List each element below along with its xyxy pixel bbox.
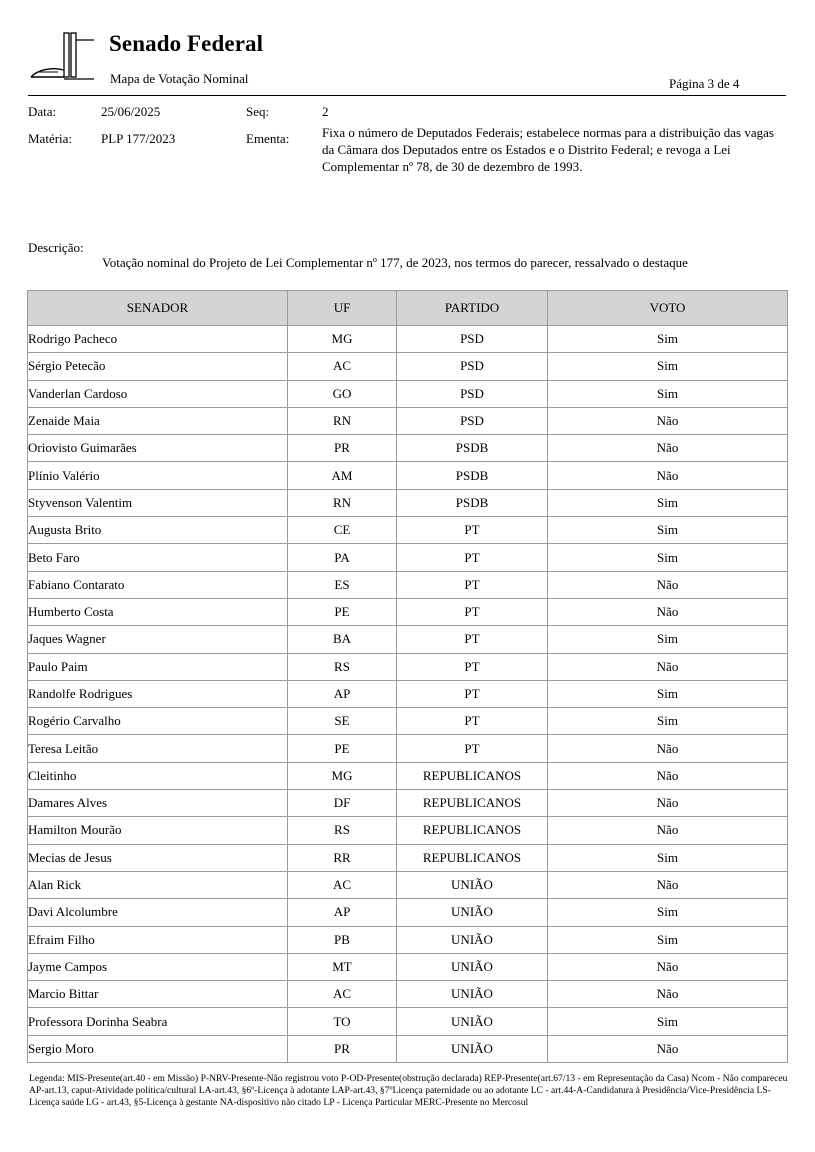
senator-name-cell: Jayme Campos xyxy=(28,953,288,980)
vote-cell: Sim xyxy=(548,926,788,953)
senator-name-cell: Rogério Carvalho xyxy=(28,708,288,735)
vote-cell: Sim xyxy=(548,353,788,380)
vote-cell: Não xyxy=(548,598,788,625)
party-cell: PSD xyxy=(397,380,548,407)
party-cell: PSDB xyxy=(397,435,548,462)
table-row xyxy=(28,626,788,653)
vote-cell: Sim xyxy=(548,380,788,407)
vote-cell: Sim xyxy=(548,489,788,516)
uf-cell: AC xyxy=(288,981,397,1008)
party-cell: UNIÃO xyxy=(397,926,548,953)
seq-label: Seq: xyxy=(246,104,270,119)
uf-cell: AC xyxy=(288,871,397,898)
vote-cell: Não xyxy=(548,871,788,898)
vote-cell: Não xyxy=(548,790,788,817)
table-row xyxy=(28,817,788,844)
data-label: Data: xyxy=(28,104,57,119)
vote-cell: Não xyxy=(548,571,788,598)
ementa-label: Ementa: xyxy=(246,131,290,146)
materia-value: PLP 177/2023 xyxy=(101,131,176,146)
uf-cell: AM xyxy=(288,462,397,489)
descricao-label: Descrição: xyxy=(28,240,84,255)
party-cell: REPUBLICANOS xyxy=(397,762,548,789)
vote-cell: Sim xyxy=(548,708,788,735)
vote-cell: Não xyxy=(548,1035,788,1062)
party-cell: PSD xyxy=(397,353,548,380)
party-cell: PT xyxy=(397,626,548,653)
uf-cell: MT xyxy=(288,953,397,980)
table-row xyxy=(28,926,788,953)
uf-cell: SE xyxy=(288,708,397,735)
vote-cell: Sim xyxy=(548,326,788,353)
uf-cell: TO xyxy=(288,1008,397,1035)
table-row xyxy=(28,953,788,980)
votes-table-body xyxy=(28,326,788,1063)
party-cell: UNIÃO xyxy=(397,1035,548,1062)
table-row xyxy=(28,653,788,680)
votes-table xyxy=(27,290,788,1063)
table-row xyxy=(28,380,788,407)
vote-cell: Não xyxy=(548,817,788,844)
senator-name-cell: Styvenson Valentim xyxy=(28,489,288,516)
table-row xyxy=(28,489,788,516)
uf-cell: RS xyxy=(288,817,397,844)
table-row xyxy=(28,981,788,1008)
table-row xyxy=(28,899,788,926)
vote-cell: Sim xyxy=(548,626,788,653)
senator-name-cell: Alan Rick xyxy=(28,871,288,898)
party-cell: PSD xyxy=(397,326,548,353)
senado-logo-icon xyxy=(28,30,98,82)
column-header-uf: UF xyxy=(288,291,397,326)
vote-cell: Sim xyxy=(548,844,788,871)
senator-name-cell: Rodrigo Pacheco xyxy=(28,326,288,353)
party-cell: UNIÃO xyxy=(397,1008,548,1035)
senator-name-cell: Augusta Brito xyxy=(28,517,288,544)
vote-cell: Não xyxy=(548,462,788,489)
organization-title: Senado Federal xyxy=(109,31,264,56)
party-cell: PT xyxy=(397,571,548,598)
column-header-senador: SENADOR xyxy=(28,291,288,326)
seq-value: 2 xyxy=(322,104,329,119)
table-row xyxy=(28,435,788,462)
senator-name-cell: Sergio Moro xyxy=(28,1035,288,1062)
party-cell: PSDB xyxy=(397,462,548,489)
senator-name-cell: Plínio Valério xyxy=(28,462,288,489)
vote-cell: Não xyxy=(548,735,788,762)
uf-cell: AP xyxy=(288,680,397,707)
senator-name-cell: Cleitinho xyxy=(28,762,288,789)
descricao-value: Votação nominal do Projeto de Lei Complementar nº 177, de 2023, nos termos do parecer, ressalvado o destaque xyxy=(102,255,688,270)
party-cell: PT xyxy=(397,544,548,571)
party-cell: UNIÃO xyxy=(397,871,548,898)
senator-name-cell: Teresa Leitão xyxy=(28,735,288,762)
uf-cell: PA xyxy=(288,544,397,571)
vote-cell: Não xyxy=(548,762,788,789)
party-cell: REPUBLICANOS xyxy=(397,790,548,817)
senator-name-cell: Humberto Costa xyxy=(28,598,288,625)
senator-name-cell: Davi Alcolumbre xyxy=(28,899,288,926)
ementa-value: Fixa o número de Deputados Federais; estabelece normas para a distribuição das vagas da Câmara dos Deputados entre os Estados e o Distrito Federal; e revoga a Lei Complementar nº 78, de 30 de dezembro de 1993. xyxy=(322,125,774,174)
senator-name-cell: Efraim Filho xyxy=(28,926,288,953)
uf-cell: PE xyxy=(288,735,397,762)
uf-cell: RS xyxy=(288,653,397,680)
uf-cell: AC xyxy=(288,353,397,380)
page-indicator: Página 3 de 4 xyxy=(669,76,740,91)
vote-cell: Sim xyxy=(548,517,788,544)
uf-cell: ES xyxy=(288,571,397,598)
vote-cell: Sim xyxy=(548,544,788,571)
senator-name-cell: Damares Alves xyxy=(28,790,288,817)
table-row xyxy=(28,844,788,871)
uf-cell: PR xyxy=(288,1035,397,1062)
table-row xyxy=(28,326,788,353)
vote-cell: Não xyxy=(548,981,788,1008)
senator-name-cell: Fabiano Contarato xyxy=(28,571,288,598)
party-cell: PT xyxy=(397,517,548,544)
senator-name-cell: Professora Dorinha Seabra xyxy=(28,1008,288,1035)
party-cell: UNIÃO xyxy=(397,899,548,926)
uf-cell: RN xyxy=(288,489,397,516)
table-row xyxy=(28,762,788,789)
vote-cell: Não xyxy=(548,435,788,462)
senator-name-cell: Beto Faro xyxy=(28,544,288,571)
vote-cell: Não xyxy=(548,953,788,980)
uf-cell: RN xyxy=(288,407,397,434)
senator-name-cell: Mecias de Jesus xyxy=(28,844,288,871)
senator-name-cell: Jaques Wagner xyxy=(28,626,288,653)
column-header-voto: VOTO xyxy=(548,291,788,326)
senator-name-cell: Paulo Paim xyxy=(28,653,288,680)
table-row xyxy=(28,708,788,735)
vote-cell: Não xyxy=(548,653,788,680)
table-row xyxy=(28,462,788,489)
table-row xyxy=(28,571,788,598)
party-cell: REPUBLICANOS xyxy=(397,844,548,871)
uf-cell: PR xyxy=(288,435,397,462)
document-title: Mapa de Votação Nominal xyxy=(110,71,249,86)
header-divider xyxy=(28,95,786,96)
uf-cell: BA xyxy=(288,626,397,653)
uf-cell: PE xyxy=(288,598,397,625)
uf-cell: CE xyxy=(288,517,397,544)
party-cell: PT xyxy=(397,680,548,707)
table-row xyxy=(28,790,788,817)
table-row xyxy=(28,735,788,762)
party-cell: PT xyxy=(397,598,548,625)
table-row xyxy=(28,517,788,544)
vote-cell: Sim xyxy=(548,1008,788,1035)
senator-name-cell: Marcio Bittar xyxy=(28,981,288,1008)
vote-cell: Não xyxy=(548,407,788,434)
party-cell: PT xyxy=(397,735,548,762)
table-row xyxy=(28,1008,788,1035)
column-header-partido: PARTIDO xyxy=(397,291,548,326)
party-cell: PT xyxy=(397,653,548,680)
table-row xyxy=(28,544,788,571)
data-value: 25/06/2025 xyxy=(101,104,161,119)
uf-cell: MG xyxy=(288,326,397,353)
table-row xyxy=(28,407,788,434)
uf-cell: DF xyxy=(288,790,397,817)
party-cell: UNIÃO xyxy=(397,981,548,1008)
vote-cell: Sim xyxy=(548,899,788,926)
uf-cell: PB xyxy=(288,926,397,953)
senator-name-cell: Hamilton Mourão xyxy=(28,817,288,844)
uf-cell: MG xyxy=(288,762,397,789)
senator-name-cell: Oriovisto Guimarães xyxy=(28,435,288,462)
party-cell: PSD xyxy=(397,407,548,434)
table-row xyxy=(28,680,788,707)
senator-name-cell: Sérgio Petecão xyxy=(28,353,288,380)
table-row xyxy=(28,871,788,898)
uf-cell: RR xyxy=(288,844,397,871)
senator-name-cell: Randolfe Rodrigues xyxy=(28,680,288,707)
senator-name-cell: Zenaide Maia xyxy=(28,407,288,434)
vote-cell: Sim xyxy=(548,680,788,707)
table-row xyxy=(28,598,788,625)
table-row xyxy=(28,353,788,380)
party-cell: PT xyxy=(397,708,548,735)
table-header-row xyxy=(28,291,788,326)
party-cell: REPUBLICANOS xyxy=(397,817,548,844)
uf-cell: GO xyxy=(288,380,397,407)
legend-text: Legenda: MIS-Presente(art.40 - em Missão) P-NRV-Presente-Não registrou voto P-OD-Presente(obstrução declarada) REP-Presente(art.67/13 - em Representação da Casa) Ncom - Não compareceu AP-art.13, caput-Atividade política/cultural LA-art.43, §6º-Licença à adotante LAP-art.43, §7ºLicença paternidade ou ao adotante LC - art.44-A-Candidatura à Presidência/Vice-Presidência LS-Licença saúde LG - art.43, §5-Licença à gestante NA-dispositivo não citado LP - Licença Particular MERC-Presente no Mercosul xyxy=(29,1073,788,1108)
senator-name-cell: Vanderlan Cardoso xyxy=(28,380,288,407)
party-cell: PSDB xyxy=(397,489,548,516)
table-row xyxy=(28,1035,788,1062)
materia-label: Matéria: xyxy=(28,131,73,146)
uf-cell: AP xyxy=(288,899,397,926)
party-cell: UNIÃO xyxy=(397,953,548,980)
